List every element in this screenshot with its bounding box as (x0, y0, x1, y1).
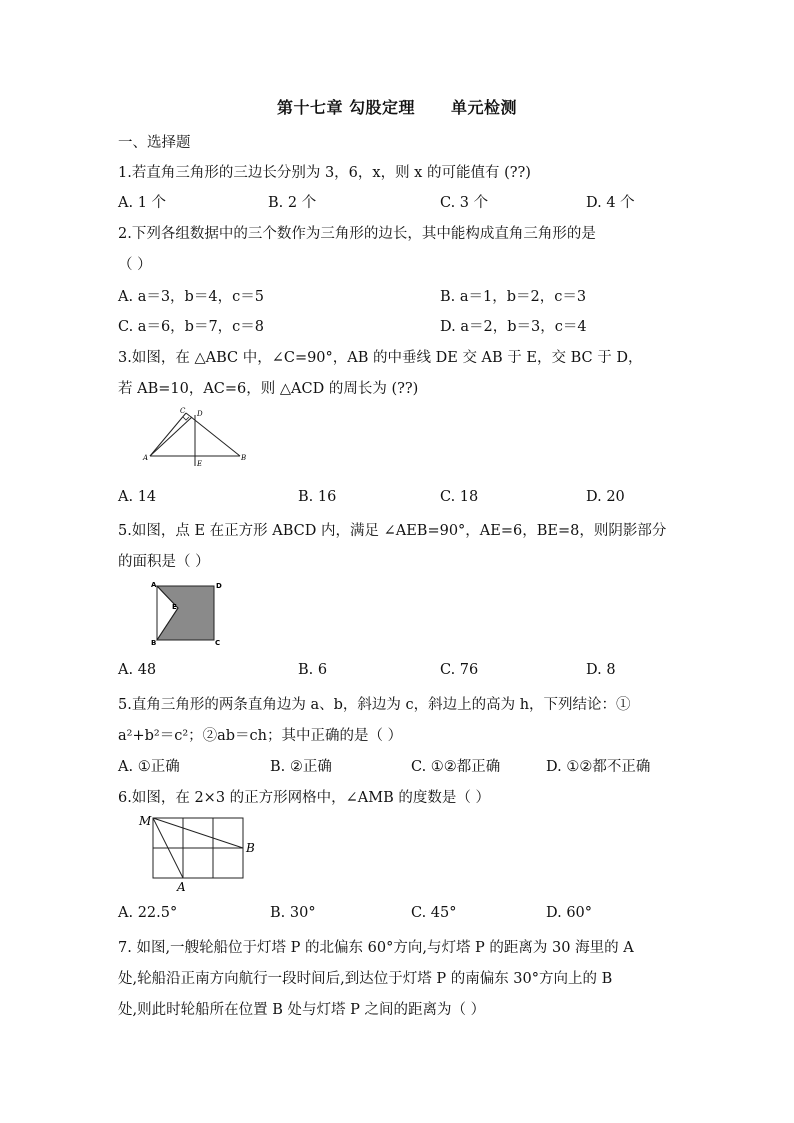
q6-option-c: C. 45° (411, 905, 457, 921)
fig3-label-a: A (143, 454, 149, 462)
q3-option-c: C. 18 (440, 489, 479, 505)
q3-option-b: B. 16 (298, 489, 337, 505)
question-2-text-line2: （ ） (118, 257, 152, 273)
question-7-text-line2: 处,轮船沿正南方向航行一段时间后,到达位于灯塔 P 的南偏东 30°方向上的 B (118, 971, 613, 987)
page-title (0, 95, 794, 118)
q2-option-a: A. a＝3，b＝4，c＝5 (118, 289, 264, 305)
question-3-text-line1: 3.如图，在 △ABC 中，∠C=90°，AB 的中垂线 DE 交 AB 于 E，交 BC 于 D， (118, 350, 643, 366)
q1-option-a: A. 1 个 (118, 195, 167, 211)
q1-option-d: D. 4 个 (586, 195, 635, 211)
question-5b-text-line2: a²+b²＝c²；②ab＝ch；其中正确的是（ ） (118, 728, 403, 744)
question-1-options (118, 191, 678, 211)
question-2-options-row2 (118, 315, 678, 335)
question-7-text-line3: 处,则此时轮船所在位置 B 处与灯塔 P 之间的距离为（ ） (118, 1002, 486, 1018)
question-5a-text-line2: 的面积是（ ） (118, 554, 210, 570)
question-3-text-line2: 若 AB=10，AC=6，则 △ACD 的周长为 (??) (118, 381, 419, 397)
q6-option-a: A. 22.5° (118, 905, 178, 921)
question-5a-square-figure (148, 578, 228, 648)
q6-option-d: D. 60° (546, 905, 593, 921)
question-6-text: 6.如图，在 2×3 的正方形网格中，∠AMB 的度数是（ ） (118, 790, 490, 806)
fig3-label-d: D (197, 410, 203, 418)
q5b-option-a: A. ①正确 (118, 759, 180, 775)
title-chapter: 第十七章 勾股定理 (276, 98, 416, 117)
fig5-label-b: B (151, 639, 157, 647)
title-test: 单元检测 (451, 98, 518, 117)
fig5-label-a: A (151, 581, 157, 589)
question-7-text-line1: 7. 如图,一艘轮船位于灯塔 P 的北偏东 60°方向,与灯塔 P 的距离为 30 海里的 A (118, 940, 634, 956)
question-1-text: 1.若直角三角形的三边长分别为 3，6，x，则 x 的可能值有 (??) (118, 165, 531, 181)
question-5b-text-line1: 5.直角三角形的两条直角边为 a、b，斜边为 c，斜边上的高为 h，下列结论：① (118, 697, 631, 713)
q5a-option-c: C. 76 (440, 662, 479, 678)
question-5a-text-line1: 5.如图，点 E 在正方形 ABCD 内，满足 ∠AEB=90°，AE=6，BE=8，则阴影部分 (118, 523, 667, 539)
question-5a-options (118, 662, 678, 682)
fig6-label-m: M (139, 814, 152, 828)
fig5-label-c: C (215, 639, 221, 647)
question-3-triangle-figure (142, 403, 252, 473)
question-2-text-line1: 2.下列各组数据中的三个数作为三角形的边长，其中能构成直角三角形的是 (118, 226, 596, 242)
fig5-label-e: E (172, 603, 177, 611)
q1-option-c: C. 3 个 (440, 195, 489, 211)
fig3-label-c: C (180, 407, 186, 415)
q6-option-b: B. 30° (270, 905, 316, 921)
q1-option-b: B. 2 个 (268, 195, 317, 211)
question-2-options-row1 (118, 285, 678, 305)
fig3-label-b: B (241, 454, 247, 462)
q3-option-a: A. 14 (118, 489, 157, 505)
question-3-options (118, 489, 678, 509)
section-heading: 一、选择题 (118, 135, 191, 151)
q5b-option-c: C. ①②都正确 (411, 759, 501, 775)
question-5b-options (118, 755, 678, 775)
q5b-option-b: B. ②正确 (270, 759, 332, 775)
question-6-options (118, 905, 678, 925)
question-6-grid-figure (135, 810, 265, 895)
fig3-label-e: E (197, 460, 203, 468)
q2-option-d: D. a＝2，b＝3，c＝4 (440, 319, 587, 335)
fig6-label-b: B (246, 841, 255, 855)
fig5-label-d: D (216, 582, 222, 590)
q5a-option-d: D. 8 (586, 662, 616, 678)
q5a-option-a: A. 48 (118, 662, 157, 678)
q2-option-c: C. a＝6，b＝7，c＝8 (118, 319, 265, 335)
fig6-label-a: A (177, 880, 186, 894)
q5b-option-d: D. ①②都不正确 (546, 759, 651, 775)
q2-option-b: B. a＝1，b＝2，c＝3 (440, 289, 587, 305)
q3-option-d: D. 20 (586, 489, 625, 505)
q5a-option-b: B. 6 (298, 662, 328, 678)
